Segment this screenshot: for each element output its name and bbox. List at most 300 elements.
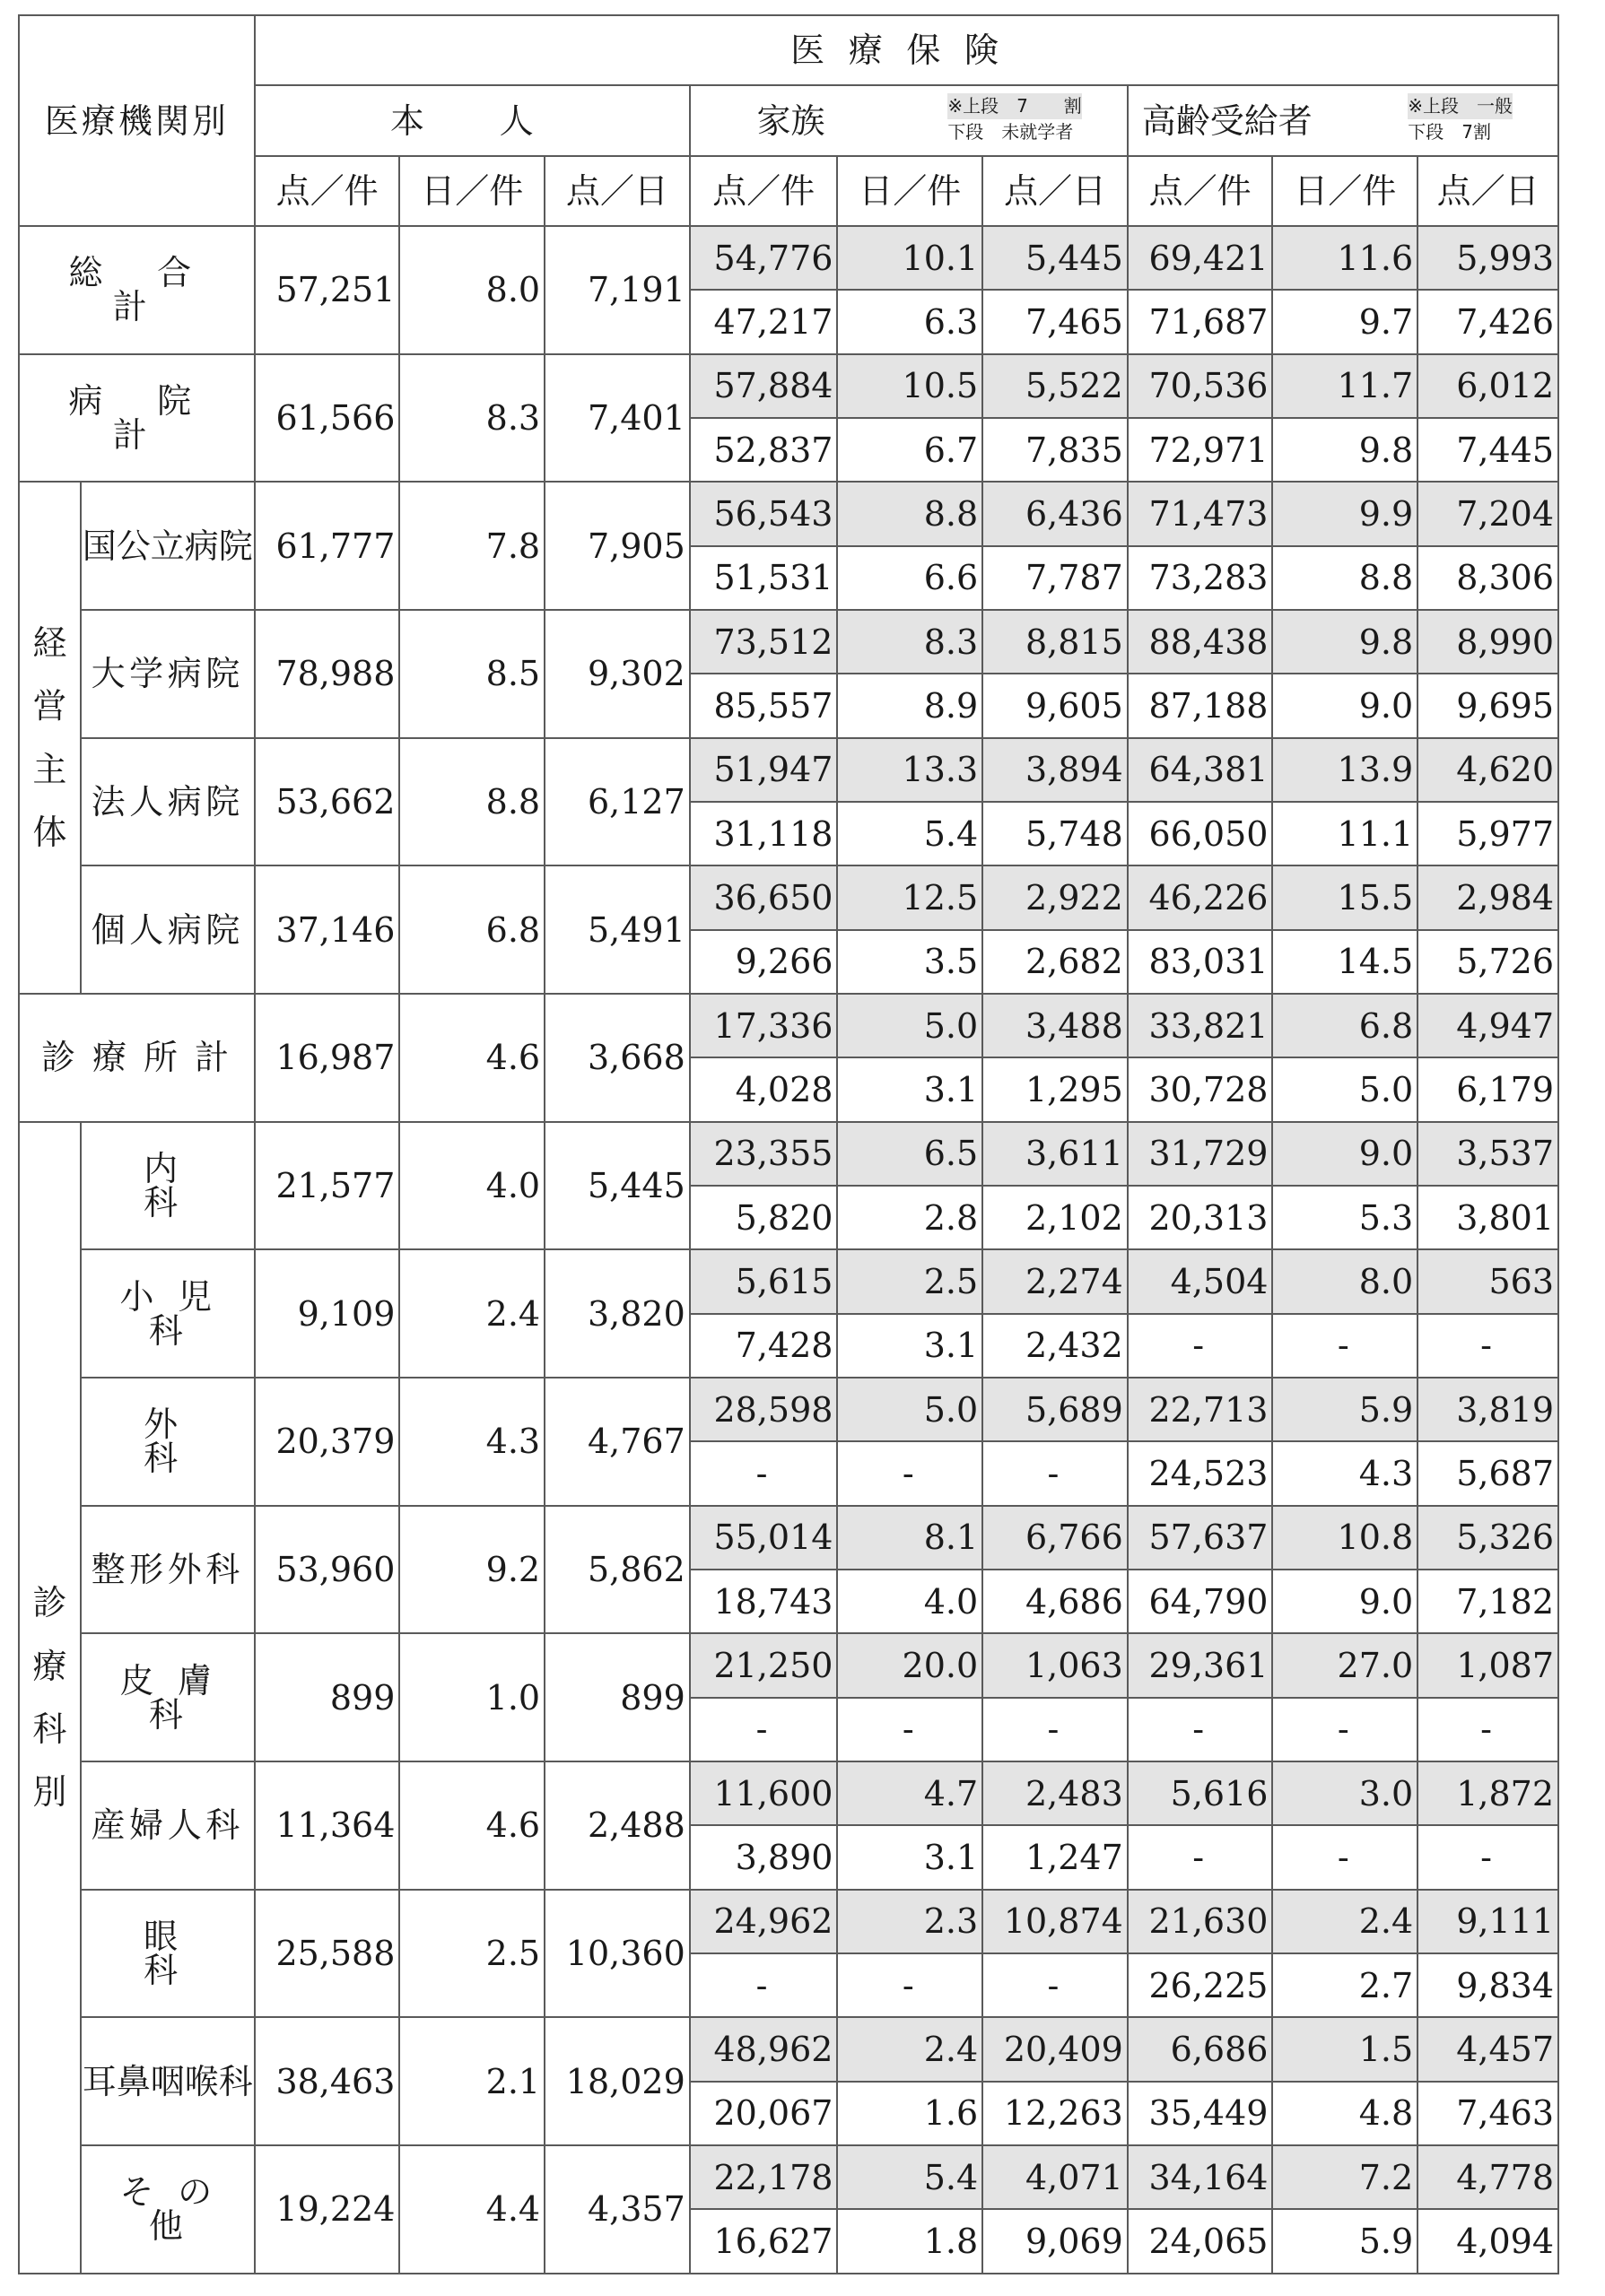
group-char: 診 xyxy=(32,1583,67,1623)
lower-cell: 26,225 xyxy=(1128,1953,1273,2017)
upper-cell: 8.1 xyxy=(837,1506,982,1570)
row-label: 内科 xyxy=(81,1122,255,1250)
upper-cell: 6,766 xyxy=(982,1506,1128,1570)
honnin-cell: 21,577 xyxy=(255,1122,400,1250)
col-header: 日／件 xyxy=(399,156,545,226)
row-label: 小児科 xyxy=(81,1249,255,1378)
upper-cell: 5.0 xyxy=(837,994,982,1057)
lower-cell: 5,820 xyxy=(690,1186,838,1249)
upper-cell: 70,536 xyxy=(1128,354,1273,418)
upper-cell: 2.4 xyxy=(1272,1890,1417,1953)
upper-cell: 5,445 xyxy=(982,226,1128,290)
lower-cell: 3,801 xyxy=(1417,1186,1558,1249)
upper-cell: 563 xyxy=(1417,1249,1558,1313)
lower-cell: 83,031 xyxy=(1128,930,1273,994)
lower-cell: 1,247 xyxy=(982,1825,1128,1889)
upper-cell: 13.3 xyxy=(837,738,982,802)
honnin-cell: 11,364 xyxy=(255,1761,400,1890)
lower-cell: 30,728 xyxy=(1128,1057,1273,1121)
upper-cell: 13.9 xyxy=(1272,738,1417,802)
lower-cell: 7,428 xyxy=(690,1314,838,1378)
honnin-header: 本人 xyxy=(255,85,690,155)
lower-cell: 72,971 xyxy=(1128,418,1273,482)
upper-cell: 27.0 xyxy=(1272,1633,1417,1697)
honnin-cell: 7,191 xyxy=(545,226,690,354)
group-char: 別 xyxy=(32,1772,67,1813)
upper-cell: 3,819 xyxy=(1417,1378,1558,1441)
upper-cell: 9.9 xyxy=(1272,482,1417,545)
honnin-cell: 5,445 xyxy=(545,1122,690,1250)
row-label: 病院計 xyxy=(19,354,255,483)
lower-cell: 9,069 xyxy=(982,2209,1128,2274)
honnin-cell: 3,668 xyxy=(545,994,690,1122)
row-label: 法人病院 xyxy=(81,738,255,866)
upper-cell: 15.5 xyxy=(1272,865,1417,929)
lower-cell: - xyxy=(1128,1698,1273,1761)
lower-cell: 73,283 xyxy=(1128,546,1273,610)
honnin-cell: 37,146 xyxy=(255,865,400,994)
upper-cell: 12.5 xyxy=(837,865,982,929)
lower-cell: 5,726 xyxy=(1417,930,1558,994)
lower-cell: - xyxy=(982,1953,1128,2017)
honnin-cell: 61,566 xyxy=(255,354,400,483)
lower-cell: 8,306 xyxy=(1417,546,1558,610)
category-header: 医療機関別 xyxy=(19,15,255,226)
table-row xyxy=(19,2017,1558,2081)
upper-cell: 9.8 xyxy=(1272,610,1417,674)
honnin-cell: 2.1 xyxy=(399,2017,545,2145)
row-label: 耳鼻咽喉科 xyxy=(81,2017,255,2145)
lower-cell: 5.9 xyxy=(1272,2209,1417,2274)
lower-cell: - xyxy=(837,1698,982,1761)
honnin-cell: 7.8 xyxy=(399,482,545,610)
kazoku-note-top: ※上段 7 割 xyxy=(947,93,1081,119)
upper-cell: 36,650 xyxy=(690,865,838,929)
honnin-cell: 2.5 xyxy=(399,1890,545,2018)
upper-cell: 8,815 xyxy=(982,610,1128,674)
table-row xyxy=(19,482,1558,545)
upper-cell: 10.5 xyxy=(837,354,982,418)
group-char: 経 xyxy=(32,623,67,664)
upper-cell: 48,962 xyxy=(690,2017,838,2081)
upper-cell: 4,071 xyxy=(982,2145,1128,2209)
lower-cell: 7,787 xyxy=(982,546,1128,610)
upper-cell: 51,947 xyxy=(690,738,838,802)
lower-cell: 8.9 xyxy=(837,674,982,737)
table-row xyxy=(19,1633,1558,1697)
lower-cell: 4,686 xyxy=(982,1570,1128,1633)
table-row xyxy=(19,226,1558,290)
upper-cell: 6,436 xyxy=(982,482,1128,545)
lower-cell: 71,687 xyxy=(1128,290,1273,353)
col-header: 点／件 xyxy=(255,156,400,226)
table-row xyxy=(19,1122,1558,1186)
lower-cell: - xyxy=(690,1953,838,2017)
header-row-1 xyxy=(19,15,1558,85)
lower-cell: 1,295 xyxy=(982,1057,1128,1121)
honnin-cell: 20,379 xyxy=(255,1378,400,1506)
upper-cell: 7.2 xyxy=(1272,2145,1417,2209)
row-label: 個人病院 xyxy=(81,865,255,994)
upper-cell: 17,336 xyxy=(690,994,838,1057)
upper-cell: 11,600 xyxy=(690,1761,838,1825)
row-label: 国公立病院 xyxy=(81,482,255,610)
lower-cell: 6,179 xyxy=(1417,1057,1558,1121)
kazoku-note-bottom: 下段 未就学者 xyxy=(947,121,1074,144)
lower-cell: 5,687 xyxy=(1417,1441,1558,1505)
lower-cell: - xyxy=(690,1698,838,1761)
row-label: 皮膚科 xyxy=(81,1633,255,1761)
lower-cell: 9,605 xyxy=(982,674,1128,737)
group-char: 体 xyxy=(32,813,67,852)
lower-cell: - xyxy=(1272,1698,1417,1761)
honnin-cell: 9,109 xyxy=(255,1249,400,1378)
honnin-cell: 7,905 xyxy=(545,482,690,610)
table-row xyxy=(19,865,1558,929)
upper-cell: 5,326 xyxy=(1417,1506,1558,1570)
lower-cell: 9.0 xyxy=(1272,674,1417,737)
lower-cell: 7,182 xyxy=(1417,1570,1558,1633)
lower-cell: 7,465 xyxy=(982,290,1128,353)
upper-cell: 21,630 xyxy=(1128,1890,1273,1953)
honnin-cell: 78,988 xyxy=(255,610,400,738)
lower-cell: 6.3 xyxy=(837,290,982,353)
honnin-cell: 4.3 xyxy=(399,1378,545,1506)
upper-cell: 33,821 xyxy=(1128,994,1273,1057)
lower-cell: 2,102 xyxy=(982,1186,1128,1249)
upper-cell: 4,457 xyxy=(1417,2017,1558,2081)
upper-cell: 46,226 xyxy=(1128,865,1273,929)
honnin-cell: 8.0 xyxy=(399,226,545,354)
honnin-cell: 10,360 xyxy=(545,1890,690,2018)
upper-cell: 22,178 xyxy=(690,2145,838,2209)
koureisha-note-top: ※上段 一般 xyxy=(1408,93,1513,119)
lower-cell: - xyxy=(1272,1825,1417,1889)
lower-cell: - xyxy=(1417,1825,1558,1889)
honnin-cell: 6,127 xyxy=(545,738,690,866)
upper-cell: 3,611 xyxy=(982,1122,1128,1186)
upper-cell: 2.4 xyxy=(837,2017,982,2081)
honnin-cell: 4,767 xyxy=(545,1378,690,1506)
lower-cell: 11.1 xyxy=(1272,802,1417,865)
upper-cell: 5,993 xyxy=(1417,226,1558,290)
table-row xyxy=(19,354,1558,418)
honnin-cell: 4,357 xyxy=(545,2145,690,2274)
lower-cell: 3.1 xyxy=(837,1825,982,1889)
group-char: 主 xyxy=(32,749,67,789)
upper-cell: 88,438 xyxy=(1128,610,1273,674)
lower-cell: 6.7 xyxy=(837,418,982,482)
lower-cell: 18,743 xyxy=(690,1570,838,1633)
upper-cell: 3,894 xyxy=(982,738,1128,802)
lower-cell: 9,695 xyxy=(1417,674,1558,737)
group-char: 療 xyxy=(32,1646,67,1686)
upper-cell: 4.7 xyxy=(837,1761,982,1825)
upper-cell: 1,087 xyxy=(1417,1633,1558,1697)
lower-cell: 1.6 xyxy=(837,2082,982,2145)
table-row xyxy=(19,1506,1558,1570)
upper-cell: 55,014 xyxy=(690,1506,838,1570)
insurance-title: 医療保険 xyxy=(255,15,1558,85)
col-header: 日／件 xyxy=(837,156,982,226)
upper-cell: 2,922 xyxy=(982,865,1128,929)
lower-cell: - xyxy=(1417,1314,1558,1378)
lower-cell: 20,067 xyxy=(690,2082,838,2145)
upper-cell: 5,615 xyxy=(690,1249,838,1313)
col-header: 日／件 xyxy=(1272,156,1417,226)
lower-cell: 52,837 xyxy=(690,418,838,482)
upper-cell: 6.5 xyxy=(837,1122,982,1186)
koureisha-header xyxy=(1128,85,1558,155)
row-label: 診療所計 xyxy=(19,994,255,1122)
upper-cell: 2.3 xyxy=(837,1890,982,1953)
upper-cell: 3,488 xyxy=(982,994,1128,1057)
lower-cell: 2.8 xyxy=(837,1186,982,1249)
honnin-cell: 53,960 xyxy=(255,1506,400,1634)
lower-cell: 7,835 xyxy=(982,418,1128,482)
lower-cell: 4.3 xyxy=(1272,1441,1417,1505)
upper-cell: 1.5 xyxy=(1272,2017,1417,2081)
honnin-cell: 19,224 xyxy=(255,2145,400,2274)
table-row xyxy=(19,610,1558,674)
row-label: 整形外科 xyxy=(81,1506,255,1634)
upper-cell: 10.1 xyxy=(837,226,982,290)
shinryoka-group xyxy=(19,1122,81,2274)
lower-cell: - xyxy=(982,1441,1128,1505)
upper-cell: 6,012 xyxy=(1417,354,1558,418)
lower-cell: 5.4 xyxy=(837,802,982,865)
table-row xyxy=(19,1378,1558,1441)
col-header: 点／件 xyxy=(690,156,838,226)
lower-cell: 5.3 xyxy=(1272,1186,1417,1249)
upper-cell: 11.7 xyxy=(1272,354,1417,418)
upper-cell: 8.8 xyxy=(837,482,982,545)
lower-cell: 4,028 xyxy=(690,1057,838,1121)
lower-cell: 4.0 xyxy=(837,1570,982,1633)
honnin-cell: 899 xyxy=(545,1633,690,1761)
row-label: 眼科 xyxy=(81,1890,255,2018)
upper-cell: 11.6 xyxy=(1272,226,1417,290)
upper-cell: 21,250 xyxy=(690,1633,838,1697)
honnin-cell: 8.5 xyxy=(399,610,545,738)
honnin-cell: 899 xyxy=(255,1633,400,1761)
lower-cell: 14.5 xyxy=(1272,930,1417,994)
lower-cell: 31,118 xyxy=(690,802,838,865)
lower-cell: 24,065 xyxy=(1128,2209,1273,2274)
honnin-cell: 9,302 xyxy=(545,610,690,738)
lower-cell: 12,263 xyxy=(982,2082,1128,2145)
honnin-cell: 3,820 xyxy=(545,1249,690,1378)
row-label: 外科 xyxy=(81,1378,255,1506)
honnin-cell: 53,662 xyxy=(255,738,400,866)
table-row xyxy=(19,1890,1558,1953)
table-row xyxy=(19,1761,1558,1825)
upper-cell: 54,776 xyxy=(690,226,838,290)
honnin-cell: 61,777 xyxy=(255,482,400,610)
upper-cell: 71,473 xyxy=(1128,482,1273,545)
lower-cell: 24,523 xyxy=(1128,1441,1273,1505)
lower-cell: 5,748 xyxy=(982,802,1128,865)
medical-statistics-table xyxy=(18,14,1559,2274)
lower-cell: 5.0 xyxy=(1272,1057,1417,1121)
row-label: その他 xyxy=(81,2145,255,2274)
upper-cell: 56,543 xyxy=(690,482,838,545)
upper-cell: 3.0 xyxy=(1272,1761,1417,1825)
upper-cell: 2,483 xyxy=(982,1761,1128,1825)
row-label: 大学病院 xyxy=(81,610,255,738)
upper-cell: 57,637 xyxy=(1128,1506,1273,1570)
lower-cell: 7,445 xyxy=(1417,418,1558,482)
col-header: 点／件 xyxy=(1128,156,1273,226)
lower-cell: - xyxy=(690,1441,838,1505)
upper-cell: 4,504 xyxy=(1128,1249,1273,1313)
upper-cell: 69,421 xyxy=(1128,226,1273,290)
upper-cell: 34,164 xyxy=(1128,2145,1273,2209)
honnin-cell: 57,251 xyxy=(255,226,400,354)
upper-cell: 22,713 xyxy=(1128,1378,1273,1441)
upper-cell: 2.5 xyxy=(837,1249,982,1313)
upper-cell: 4,620 xyxy=(1417,738,1558,802)
group-char: 営 xyxy=(32,686,67,726)
upper-cell: 8.0 xyxy=(1272,1249,1417,1313)
lower-cell: 9.8 xyxy=(1272,418,1417,482)
honnin-cell: 1.0 xyxy=(399,1633,545,1761)
honnin-cell: 7,401 xyxy=(545,354,690,483)
honnin-cell: 4.6 xyxy=(399,994,545,1122)
honnin-cell: 4.0 xyxy=(399,1122,545,1250)
row-label: 産婦人科 xyxy=(81,1761,255,1890)
col-header: 点／日 xyxy=(982,156,1128,226)
upper-cell: 10,874 xyxy=(982,1890,1128,1953)
upper-cell: 73,512 xyxy=(690,610,838,674)
honnin-cell: 25,588 xyxy=(255,1890,400,2018)
lower-cell: 9.0 xyxy=(1272,1570,1417,1633)
upper-cell: 6,686 xyxy=(1128,2017,1273,2081)
upper-cell: 29,361 xyxy=(1128,1633,1273,1697)
upper-cell: 64,381 xyxy=(1128,738,1273,802)
group-char: 科 xyxy=(32,1709,67,1749)
lower-cell: 85,557 xyxy=(690,674,838,737)
upper-cell: 4,947 xyxy=(1417,994,1558,1057)
upper-cell: 1,872 xyxy=(1417,1761,1558,1825)
upper-cell: 5,689 xyxy=(982,1378,1128,1441)
honnin-cell: 8.3 xyxy=(399,354,545,483)
table-row xyxy=(19,994,1558,1057)
lower-cell: 8.8 xyxy=(1272,546,1417,610)
lower-cell: 2,682 xyxy=(982,930,1128,994)
lower-cell: - xyxy=(1128,1825,1273,1889)
lower-cell: 20,313 xyxy=(1128,1186,1273,1249)
upper-cell: 1,063 xyxy=(982,1633,1128,1697)
honnin-cell: 38,463 xyxy=(255,2017,400,2145)
lower-cell: 7,426 xyxy=(1417,290,1558,353)
lower-cell: 51,531 xyxy=(690,546,838,610)
lower-cell: 64,790 xyxy=(1128,1570,1273,1633)
lower-cell: - xyxy=(982,1698,1128,1761)
lower-cell: 66,050 xyxy=(1128,802,1273,865)
kazoku-label: 家族 xyxy=(756,100,825,141)
lower-cell: - xyxy=(1417,1698,1558,1761)
upper-cell: 57,884 xyxy=(690,354,838,418)
lower-cell: - xyxy=(1272,1314,1417,1378)
upper-cell: 31,729 xyxy=(1128,1122,1273,1186)
col-header: 点／日 xyxy=(545,156,690,226)
koureisha-label: 高齢受給者 xyxy=(1141,100,1313,141)
keiei-group xyxy=(19,482,81,994)
honnin-cell: 2,488 xyxy=(545,1761,690,1890)
lower-cell: 1.8 xyxy=(837,2209,982,2274)
lower-cell: 4.8 xyxy=(1272,2082,1417,2145)
lower-cell: 4,094 xyxy=(1417,2209,1558,2274)
lower-cell: 3.1 xyxy=(837,1057,982,1121)
honnin-cell: 9.2 xyxy=(399,1506,545,1634)
lower-cell: 9,834 xyxy=(1417,1953,1558,2017)
kazoku-note xyxy=(947,93,1081,145)
upper-cell: 9.0 xyxy=(1272,1122,1417,1186)
honnin-cell: 4.6 xyxy=(399,1761,545,1890)
lower-cell: - xyxy=(837,1953,982,2017)
upper-cell: 6.8 xyxy=(1272,994,1417,1057)
lower-cell: 2.7 xyxy=(1272,1953,1417,2017)
koureisha-note xyxy=(1408,93,1513,145)
upper-cell: 7,204 xyxy=(1417,482,1558,545)
honnin-cell: 6.8 xyxy=(399,865,545,994)
upper-cell: 5,616 xyxy=(1128,1761,1273,1825)
upper-cell: 5.9 xyxy=(1272,1378,1417,1441)
upper-cell: 10.8 xyxy=(1272,1506,1417,1570)
table-row xyxy=(19,738,1558,802)
lower-cell: - xyxy=(837,1441,982,1505)
lower-cell: 16,627 xyxy=(690,2209,838,2274)
lower-cell: 5,977 xyxy=(1417,802,1558,865)
upper-cell: 20,409 xyxy=(982,2017,1128,2081)
upper-cell: 8,990 xyxy=(1417,610,1558,674)
row-label: 総合計 xyxy=(19,226,255,354)
table-row xyxy=(19,2145,1558,2209)
upper-cell: 28,598 xyxy=(690,1378,838,1441)
upper-cell: 23,355 xyxy=(690,1122,838,1186)
lower-cell: 87,188 xyxy=(1128,674,1273,737)
lower-cell: 3,890 xyxy=(690,1825,838,1889)
col-header: 点／日 xyxy=(1417,156,1558,226)
honnin-cell: 4.4 xyxy=(399,2145,545,2274)
honnin-cell: 2.4 xyxy=(399,1249,545,1378)
lower-cell: - xyxy=(1128,1314,1273,1378)
honnin-cell: 16,987 xyxy=(255,994,400,1122)
upper-cell: 20.0 xyxy=(837,1633,982,1697)
honnin-cell: 18,029 xyxy=(545,2017,690,2145)
upper-cell: 2,274 xyxy=(982,1249,1128,1313)
upper-cell: 24,962 xyxy=(690,1890,838,1953)
lower-cell: 2,432 xyxy=(982,1314,1128,1378)
kazoku-header xyxy=(690,85,1128,155)
lower-cell: 6.6 xyxy=(837,546,982,610)
honnin-cell: 5,491 xyxy=(545,865,690,994)
lower-cell: 35,449 xyxy=(1128,2082,1273,2145)
lower-cell: 9,266 xyxy=(690,930,838,994)
lower-cell: 7,463 xyxy=(1417,2082,1558,2145)
lower-cell: 9.7 xyxy=(1272,290,1417,353)
upper-cell: 5.4 xyxy=(837,2145,982,2209)
koureisha-note-bottom: 下段 7割 xyxy=(1408,121,1491,144)
lower-cell: 3.1 xyxy=(837,1314,982,1378)
lower-cell: 3.5 xyxy=(837,930,982,994)
table-row xyxy=(19,1249,1558,1313)
upper-cell: 5,522 xyxy=(982,354,1128,418)
upper-cell: 9,111 xyxy=(1417,1890,1558,1953)
upper-cell: 4,778 xyxy=(1417,2145,1558,2209)
upper-cell: 8.3 xyxy=(837,610,982,674)
